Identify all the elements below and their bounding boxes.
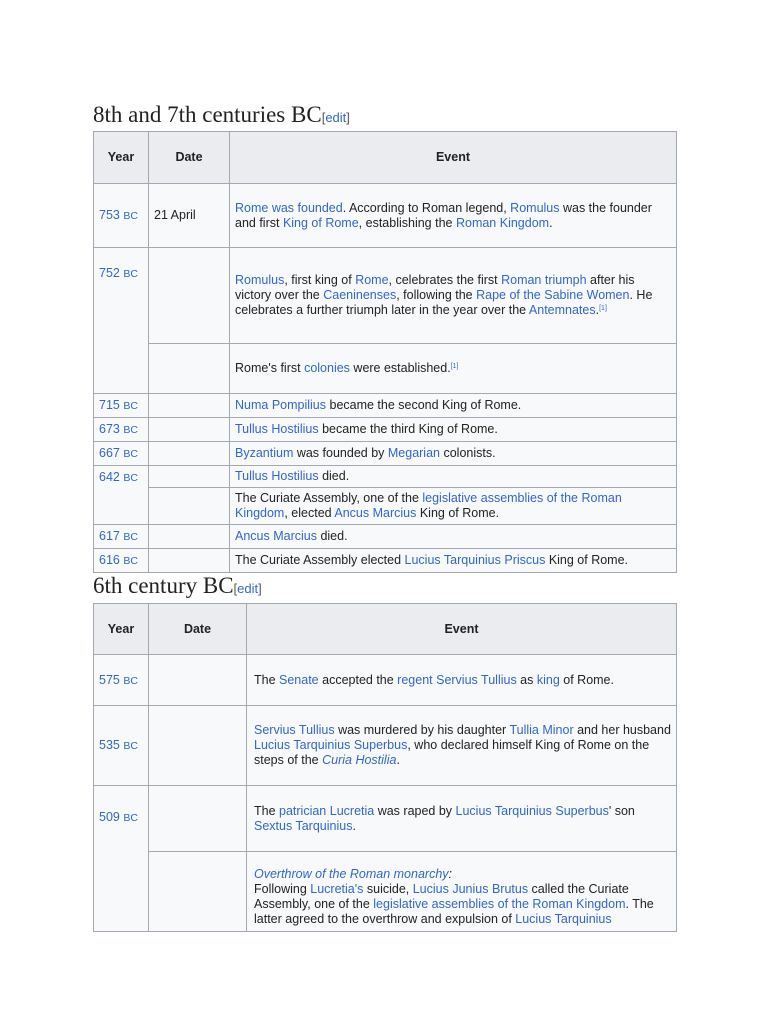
event-link[interactable]: Byzantium bbox=[235, 446, 294, 460]
event-text: called the Curiate Assembly, one of the bbox=[254, 882, 629, 911]
event-text: were established. bbox=[349, 361, 451, 375]
event-text: Following bbox=[254, 882, 311, 896]
event-cell bbox=[230, 442, 677, 466]
year-link: 673 bbox=[99, 422, 120, 436]
event-text: died. bbox=[316, 529, 348, 543]
date-cell bbox=[149, 525, 230, 549]
year-cell[interactable] bbox=[94, 549, 149, 573]
event-text: died. bbox=[318, 469, 350, 483]
edit-section-link: [edit] bbox=[321, 110, 350, 125]
event-text: . The latter agreed to the overthrow and expulsion of bbox=[254, 897, 654, 926]
table-row bbox=[94, 344, 677, 394]
event-link[interactable]: Numa Pompilius bbox=[235, 398, 327, 412]
event-cell bbox=[230, 525, 677, 549]
event-cell bbox=[230, 344, 677, 394]
table-row bbox=[94, 525, 677, 549]
column-header-date: Date bbox=[149, 132, 230, 184]
event-text: was murdered by his daughter bbox=[334, 723, 510, 737]
year-link: 642 bbox=[99, 470, 120, 484]
date-cell bbox=[149, 466, 230, 488]
event-text: became the third King of Rome. bbox=[318, 422, 498, 436]
table-row bbox=[94, 852, 677, 932]
table-row bbox=[94, 549, 677, 573]
timeline-table-6th-century bbox=[93, 603, 677, 932]
event-link[interactable]: Antemnates bbox=[528, 303, 596, 317]
event-link[interactable]: king bbox=[536, 672, 560, 687]
date-cell: 21 April bbox=[149, 184, 230, 248]
event-link[interactable]: Romulus bbox=[235, 273, 285, 287]
column-header-event: Event bbox=[247, 604, 677, 655]
event-text: Rome's first bbox=[235, 361, 305, 375]
event-text: was raped by bbox=[374, 803, 456, 818]
event-link[interactable]: Roman triumph bbox=[501, 273, 587, 287]
year-link: 617 bbox=[99, 529, 120, 543]
event-link[interactable]: Lucretia bbox=[329, 803, 375, 818]
event-text: The bbox=[254, 803, 280, 818]
event-text: . bbox=[595, 303, 600, 317]
event-text: , establishing the bbox=[358, 215, 456, 230]
event-text: after his victory over the bbox=[235, 273, 635, 302]
event-link[interactable]: Lucius Tarquinius bbox=[515, 912, 612, 926]
event-cell bbox=[230, 418, 677, 442]
event-text: became the second King of Rome. bbox=[326, 398, 522, 412]
event-text: . According to Roman legend, bbox=[342, 200, 511, 215]
table-row bbox=[94, 418, 677, 442]
event-link[interactable]: Lucius Tarquinius Priscus bbox=[404, 553, 546, 567]
event-text: , celebrates the first bbox=[388, 273, 502, 287]
event-link[interactable]: Romulus bbox=[510, 200, 560, 215]
citation-link[interactable]: [1] bbox=[450, 363, 459, 370]
year-link: 753 bbox=[99, 208, 120, 222]
table-row bbox=[94, 786, 677, 852]
event-text: , first king of bbox=[284, 273, 356, 287]
event-link[interactable]: King of Rome bbox=[282, 215, 359, 230]
bc-link: BC bbox=[123, 424, 138, 436]
event-link[interactable]: Sextus Tarquinius bbox=[254, 818, 353, 833]
event-link[interactable]: Lucius Junius Brutus bbox=[412, 882, 529, 896]
event-link[interactable]: Servius Tullius bbox=[436, 672, 517, 687]
date-cell bbox=[149, 248, 230, 344]
table-row bbox=[94, 248, 677, 344]
year-cell[interactable] bbox=[94, 525, 149, 549]
date-cell bbox=[149, 549, 230, 573]
column-header-event: Event bbox=[230, 132, 677, 184]
year-cell[interactable] bbox=[94, 442, 149, 466]
year-cell[interactable] bbox=[94, 418, 149, 442]
event-text: of Rome. bbox=[559, 672, 614, 687]
table-row bbox=[94, 394, 677, 418]
event-link[interactable]: Tullus Hostilius bbox=[235, 422, 319, 436]
edit-section-link: [edit] bbox=[233, 581, 262, 596]
event-link[interactable]: Lucius Tarquinius Superbus bbox=[455, 803, 609, 818]
section-title: 8th and 7th centuries BC bbox=[93, 102, 322, 127]
bc-link: BC bbox=[123, 448, 138, 460]
table-row bbox=[94, 706, 677, 786]
event-cell bbox=[230, 248, 677, 344]
date-cell bbox=[149, 442, 230, 466]
event-link[interactable]: patrician bbox=[279, 803, 327, 818]
year-cell[interactable] bbox=[94, 248, 149, 394]
event-text: suicide, bbox=[363, 882, 413, 896]
edit-link[interactable]: edit bbox=[325, 110, 347, 125]
event-text: . bbox=[396, 753, 400, 767]
event-text: and her husband bbox=[573, 723, 671, 737]
year-link: 575 bbox=[99, 672, 120, 687]
year-link: 752 bbox=[99, 266, 120, 280]
event-cell bbox=[247, 655, 677, 706]
event-link[interactable]: Overthrow of the Roman monarchy bbox=[254, 867, 449, 881]
event-text: . He celebrates a further triumph later in the year over the bbox=[235, 288, 653, 317]
event-cell bbox=[230, 488, 677, 525]
event-link[interactable]: legislative assemblies of the Roman Kingdom bbox=[235, 491, 622, 520]
year-cell[interactable] bbox=[94, 786, 149, 932]
bc-link: BC bbox=[123, 400, 138, 412]
column-header-date: Date bbox=[149, 604, 247, 655]
event-text: ' son bbox=[608, 803, 635, 818]
event-text: King of Rome. bbox=[416, 506, 500, 520]
date-cell bbox=[149, 344, 230, 394]
year-cell[interactable] bbox=[94, 184, 149, 248]
event-link[interactable]: Lucius Tarquinius Superbus bbox=[254, 738, 408, 752]
citation-link[interactable]: [1] bbox=[599, 305, 607, 312]
column-header-year: Year bbox=[94, 132, 149, 184]
event-text: . bbox=[352, 818, 356, 833]
event-text: , who declared himself King of Rome on the steps of the bbox=[254, 738, 650, 767]
year-link: 667 bbox=[99, 446, 120, 460]
event-link[interactable]: Caeninenses bbox=[323, 288, 397, 302]
bc-link: BC bbox=[123, 740, 138, 752]
table-row bbox=[94, 488, 677, 525]
event-link[interactable]: Tullia Minor bbox=[509, 723, 574, 737]
event-link[interactable]: Roman Kingdom bbox=[455, 215, 550, 230]
event-link[interactable]: Curia Hostilia bbox=[322, 753, 397, 767]
event-text: was the founder and first bbox=[235, 200, 652, 230]
event-text: , following the bbox=[396, 288, 477, 302]
event-link[interactable]: legislative assemblies of the Roman Kingdom bbox=[373, 897, 626, 911]
event-cell bbox=[247, 786, 677, 852]
date-cell bbox=[149, 418, 230, 442]
timeline-table-8th-7th-centuries bbox=[93, 131, 677, 573]
section-heading-6th-century bbox=[93, 572, 676, 605]
event-link[interactable]: Servius Tullius bbox=[254, 723, 335, 737]
column-header-year: Year bbox=[94, 604, 149, 655]
event-link[interactable]: Tullus Hostilius bbox=[235, 469, 319, 483]
event-text: The Curiate Assembly elected bbox=[235, 553, 405, 567]
event-text: as bbox=[516, 672, 537, 687]
table-header-row bbox=[94, 132, 677, 184]
section-title: 6th century BC bbox=[93, 573, 234, 598]
bc-link: BC bbox=[123, 531, 138, 543]
event-link[interactable]: regent bbox=[397, 672, 433, 687]
bc-link: BC bbox=[123, 268, 138, 280]
table-row bbox=[94, 655, 677, 706]
edit-link[interactable]: edit bbox=[237, 581, 259, 596]
event-cell bbox=[230, 184, 677, 248]
event-link[interactable]: Rome bbox=[355, 273, 389, 287]
year-cell[interactable] bbox=[94, 466, 149, 525]
bc-link: BC bbox=[123, 812, 138, 824]
event-link[interactable]: Senate bbox=[279, 672, 319, 687]
bc-link: BC bbox=[123, 210, 138, 222]
event-text: King of Rome. bbox=[545, 553, 629, 567]
event-text: The Curiate Assembly, one of the bbox=[235, 491, 423, 505]
event-cell bbox=[230, 549, 677, 573]
date-cell bbox=[149, 706, 247, 786]
event-text: : bbox=[448, 867, 453, 881]
year-cell[interactable] bbox=[94, 655, 149, 706]
bc-link: BC bbox=[123, 472, 138, 484]
year-link: 535 bbox=[99, 738, 120, 752]
event-link[interactable]: Rape of the Sabine Women bbox=[476, 288, 630, 302]
event-text: accepted the bbox=[318, 672, 398, 687]
bc-link: BC bbox=[123, 555, 138, 567]
table-row bbox=[94, 466, 677, 488]
date-cell bbox=[149, 655, 247, 706]
event-cell bbox=[230, 394, 677, 418]
event-link[interactable]: Ancus Marcius bbox=[334, 506, 417, 520]
table-row bbox=[94, 442, 677, 466]
date-cell bbox=[149, 488, 230, 525]
year-link: 616 bbox=[99, 553, 120, 567]
table-header-row bbox=[94, 604, 677, 655]
event-text: colonists. bbox=[440, 446, 496, 460]
event-link[interactable]: Ancus Marcius bbox=[235, 529, 317, 543]
date-cell bbox=[149, 394, 230, 418]
event-text: . bbox=[549, 215, 553, 230]
event-text: , elected bbox=[284, 506, 335, 520]
year-link: 509 bbox=[99, 810, 120, 824]
event-cell bbox=[247, 706, 677, 786]
bc-link: BC bbox=[123, 674, 138, 687]
event-cell bbox=[230, 466, 677, 488]
year-link: 715 bbox=[99, 398, 120, 412]
date-cell bbox=[149, 852, 247, 932]
event-link[interactable]: Lucretia's bbox=[310, 882, 364, 896]
event-text: was founded by bbox=[293, 446, 388, 460]
year-cell[interactable] bbox=[94, 394, 149, 418]
event-link[interactable]: Megarian bbox=[387, 446, 440, 460]
table-row bbox=[94, 184, 677, 248]
section-heading-8th-7th-centuries bbox=[93, 101, 676, 134]
event-link[interactable]: Rome was founded bbox=[235, 200, 343, 215]
date-cell bbox=[149, 786, 247, 852]
event-link[interactable]: colonies bbox=[304, 361, 350, 375]
event-cell bbox=[247, 852, 677, 932]
event-text: The bbox=[254, 672, 280, 687]
year-cell[interactable] bbox=[94, 706, 149, 786]
